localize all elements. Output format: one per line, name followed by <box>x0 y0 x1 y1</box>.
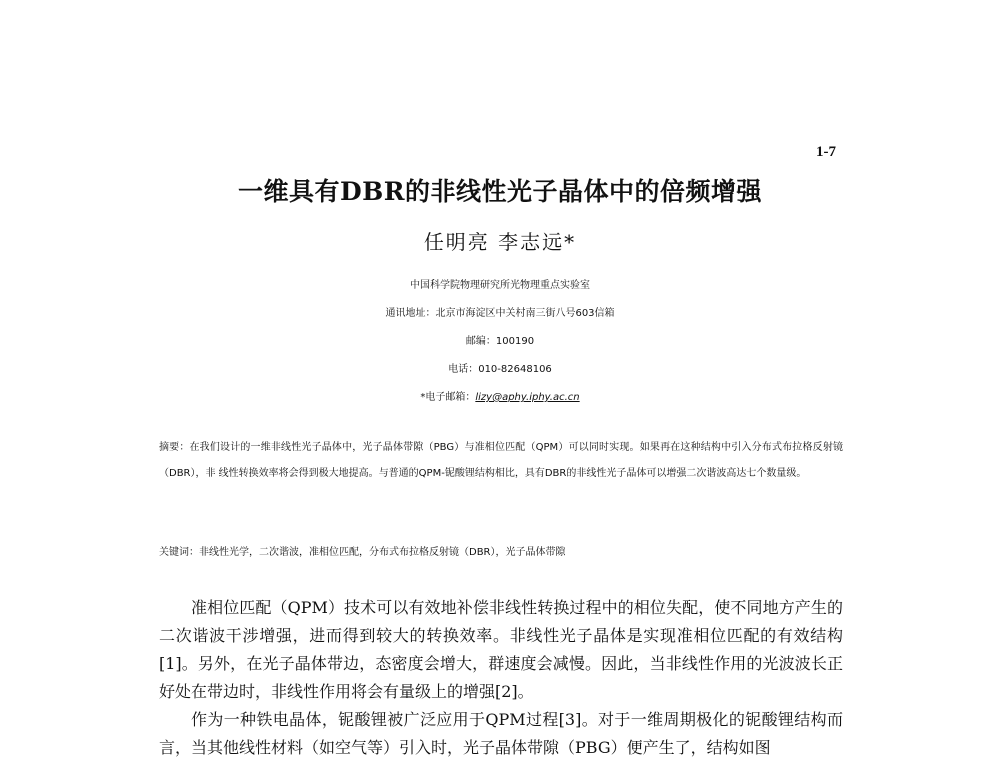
paper-title: 一维具有DBR的非线性光子晶体中的倍频增强 <box>237 177 763 206</box>
email-link[interactable]: lizy@aphy.iphy.ac.cn <box>475 392 580 403</box>
email-line <box>0 384 1000 412</box>
body-paragraph-2: 作为一种铁电晶体，铌酸锂被广泛应用于QPM过程[3]。对于一维周期极化的铌酸锂结构而言，当其他线性材料（如空气等）引入时，光子晶体带隙（PBG）便产生了，结构如图 <box>159 710 843 757</box>
keywords: 关键词：非线性光学，二次谐波，准相位匹配，分布式布拉格反射镜（DBR），光子晶体带隙 <box>159 547 566 558</box>
abstract: 摘要：在我们设计的一维非线性光子晶体中，光子晶体带隙（PBG）与准相位匹配（QPM）可以同时实现。如果再在这种结构中引入分布式布拉格反射镜（DBR），非 线性转换效率将会得到极大地提高。与普通的QPM-铌酸锂结构相比，具有DBR的非线性光子晶体可以增强二次谐波高达七个数量级。 <box>159 442 843 479</box>
mailing-address: 通讯地址：北京市海淀区中关村南三街八号603信箱 <box>385 308 615 319</box>
page-number: 1-7 <box>816 144 836 160</box>
postcode: 邮编：100190 <box>465 336 535 347</box>
body-text <box>159 594 843 762</box>
phone: 电话：010-82648106 <box>448 364 552 375</box>
affiliation-block <box>0 272 1000 412</box>
institution: 中国科学院物理研究所光物理重点实验室 <box>410 280 590 291</box>
authors: 任明亮 李志远* <box>423 230 577 254</box>
email-label: *电子邮箱： <box>420 392 476 403</box>
body-paragraph-1: 准相位匹配（QPM）技术可以有效地补偿非线性转换过程中的相位失配，使不同地方产生的二次谐波干涉增强，进而得到较大的转换效率。非线性光子晶体是实现准相位匹配的有效结构[1]。另外，在光子晶体带边，态密度会增大，群速度会减慢。因此，当非线性作用的光波波长正好处在带边时，非线性作用将会有量级上的增强[2]。 <box>159 598 843 701</box>
